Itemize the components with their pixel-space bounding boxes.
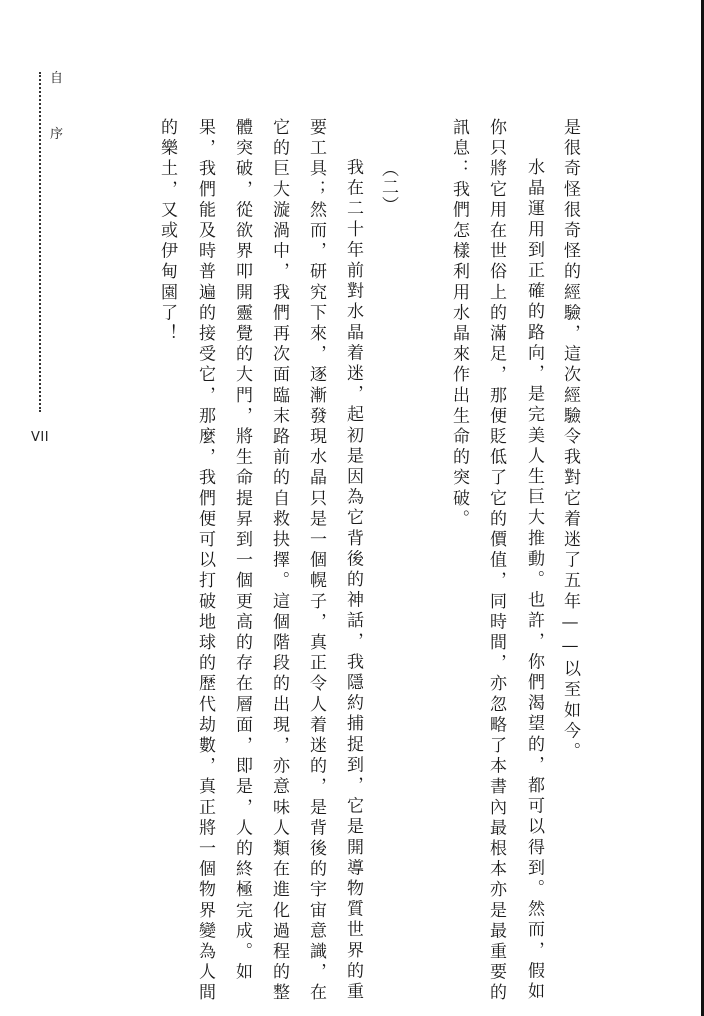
page-number: VII [31, 430, 50, 445]
text-column: 體突破，從欲界叩開靈覺的大門，將生命提昇到一個更高的存在層面，即是，人的終極完成。如 [232, 118, 252, 984]
running-head [50, 72, 64, 142]
section-heading: ︵二︶ [378, 160, 398, 214]
text-column: 我在二十年前對水晶着迷，起初是因為它背後的神話，我隱約捕捉到，它是開導物質世界的重 [343, 158, 363, 1003]
dotted-margin-rule [39, 72, 41, 412]
running-head-char: 序 [50, 127, 64, 142]
text-column: 你只將它用在世俗上的滿足，那便貶低了它的價值，同時間，亦忽略了本書內最根本亦是最重要的 [486, 118, 506, 1004]
running-head-char: 自 [50, 71, 64, 86]
text-column: 果，我們能及時普遍的接受它，那麼，我們便可以打破地球的歷代劫數，真正將一個物界變為人間 [195, 118, 215, 1004]
text-column: 水晶運用到正確的路向，是完美人生巨大推動。也許，你們渴望的，都可以得到。然而，假如 [524, 158, 544, 1003]
text-column: 它的巨大漩渦中，我們再次面臨末路前的自救抉擇。這個階段的出現，亦意味人類在進化過程的整 [269, 118, 289, 1004]
text-column: 是很奇怪很奇怪的經驗，這次經驗令我對它着迷了五年——以至如今。 [560, 118, 580, 763]
text-column: 訊息：我們怎樣利用水晶來作出生命的突破。 [449, 118, 469, 530]
text-column: 要工具；然而，研究下來，逐漸發現水晶只是一個幌子，真正令人着迷的，是背後的宇宙意識，在 [306, 118, 326, 1004]
text-column: 的樂土，又或伊甸園了！ [157, 118, 177, 345]
